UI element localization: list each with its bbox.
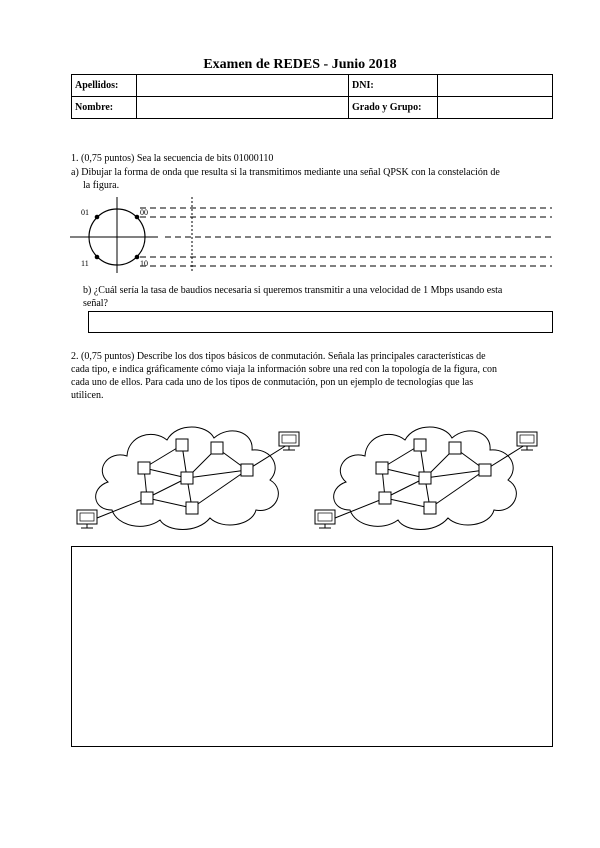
q1-answer-box[interactable] — [88, 311, 553, 333]
page-title: Examen de REDES - Junio 2018 — [203, 57, 397, 72]
q2-line1: 2. (0,75 puntos) Describe los dos tipos básicos de conmutación. Señala las principales características de — [71, 351, 486, 362]
network-diagram-left — [77, 427, 299, 530]
grado-label: Grado y Grupo: — [349, 97, 438, 119]
label-10: 10 — [140, 259, 148, 268]
q1-a-line1: a) Dibujar la forma de onda que resulta si la transmitimos mediante una señal QPSK con la constelación de — [71, 167, 500, 178]
q2-answer-box[interactable] — [71, 546, 553, 747]
q2-line3: cada uno de ellos. Para cada uno de los tipos de conmutación, pon un ejemplo de tecnologías que las — [71, 377, 474, 388]
apellidos-label: Apellidos: — [72, 75, 137, 97]
q1-b-line1: b) ¿Cuál sería la tasa de baudios necesaria si queremos transmitir a una velocidad de 1 Mbps usando esta — [83, 285, 503, 296]
q1-a-line2: la figura. — [83, 180, 120, 191]
nombre-field[interactable] — [137, 97, 349, 119]
nombre-label: Nombre: — [72, 97, 137, 119]
network-topology-figures — [70, 410, 560, 540]
qpsk-constellation-figure — [60, 195, 560, 275]
label-01: 01 — [81, 208, 89, 217]
dni-field[interactable] — [438, 75, 553, 97]
label-11: 11 — [81, 259, 89, 268]
grado-field[interactable] — [438, 97, 553, 119]
q1-heading: 1. (0,75 puntos) Sea la secuencia de bits 01000110 — [71, 153, 274, 164]
network-diagram-right — [315, 427, 537, 530]
q2-line2: cada tipo, e indica gráficamente cómo viaja la información sobre una red con la topología de la figura, con — [71, 364, 497, 375]
dni-label: DNI: — [349, 75, 438, 97]
q2-line4: utilicen. — [71, 390, 104, 401]
label-00: 00 — [140, 208, 148, 217]
student-info-table — [71, 74, 553, 119]
q1-b-line2: señal? — [83, 298, 108, 309]
apellidos-field[interactable] — [137, 75, 349, 97]
